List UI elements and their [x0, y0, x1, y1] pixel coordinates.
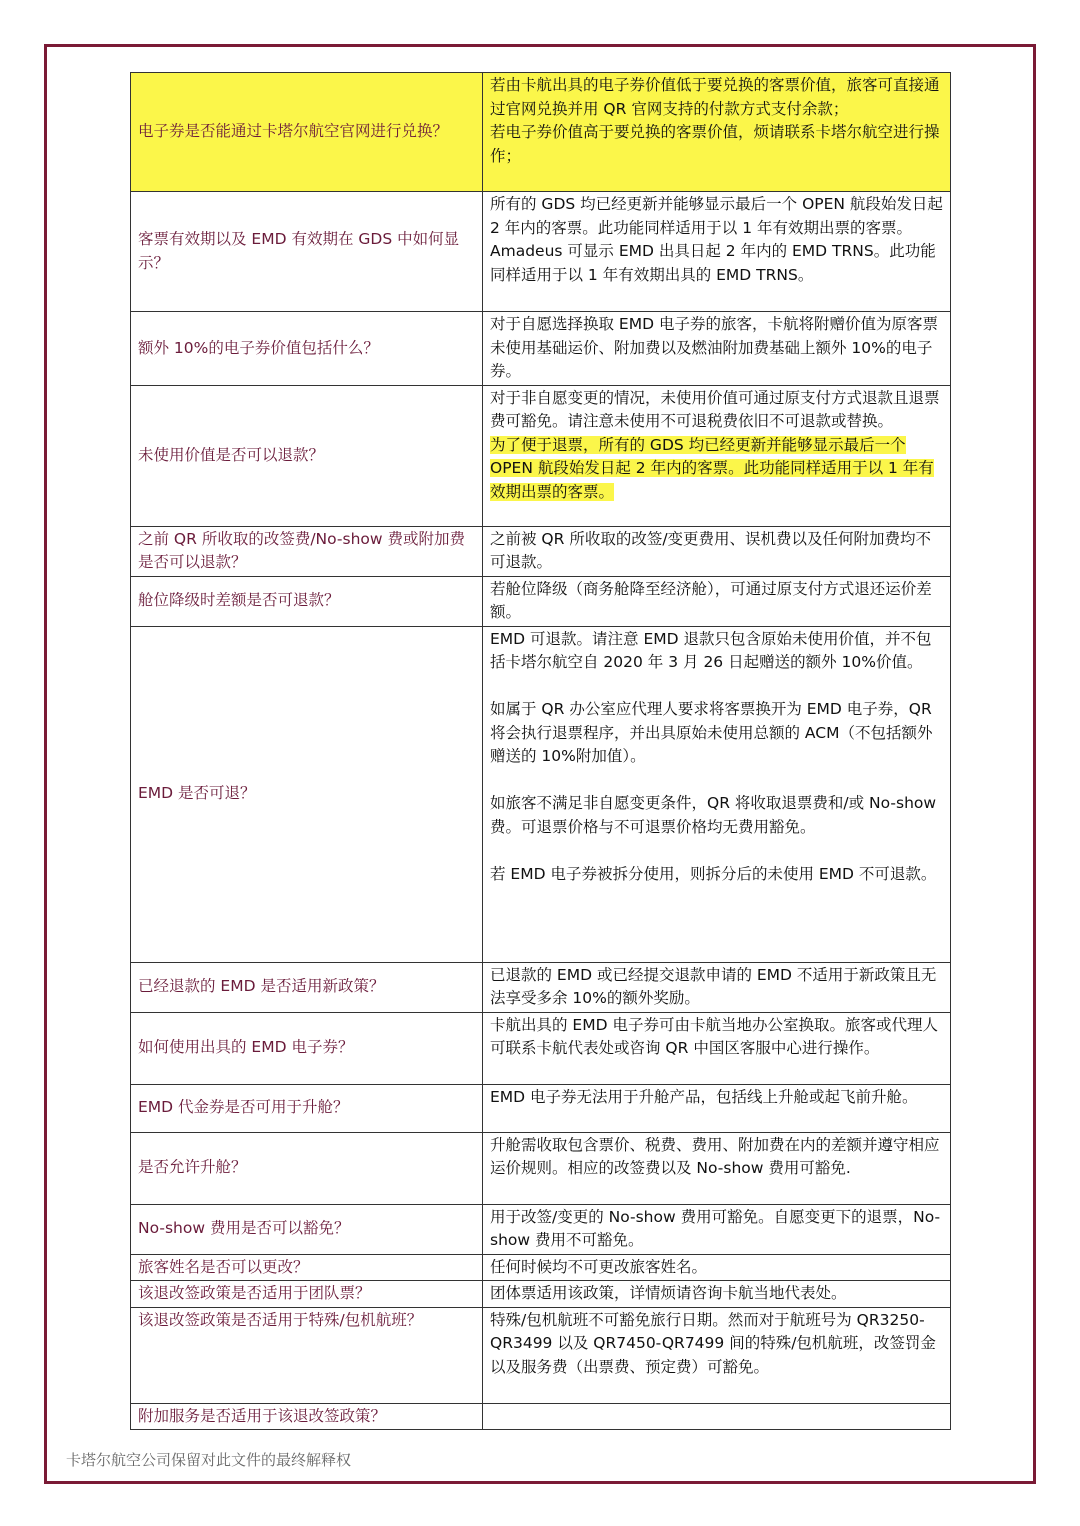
- question-cell: 是否允许升舱？: [131, 1132, 483, 1204]
- question-cell: 如何使用出具的 EMD 电子券？: [131, 1012, 483, 1084]
- answer-cell: [483, 312, 951, 386]
- answer-paragraph: 若 EMD 电子券被拆分使用，则拆分后的未使用 EMD 不可退款。: [490, 864, 937, 883]
- answer-cell: [483, 962, 951, 1012]
- answer-paragraph: 用于改签/变更的 No-show 费用可豁免。自愿变更下的退票，No-show 费用不可豁免。: [490, 1207, 941, 1249]
- answer-paragraph: 对于自愿选择换取 EMD 电子券的旅客，卡航将附赠价值为原客票未使用基础运价、附加费以及燃油附加费基础上额外 10%的电子券。: [490, 315, 938, 380]
- faq-table: [130, 72, 951, 1430]
- question-cell: No-show 费用是否可以豁免？: [131, 1204, 483, 1254]
- answer-cell: [483, 1012, 951, 1084]
- answer-cell: [483, 576, 951, 626]
- answer-paragraph: 如旅客不满足非自愿变更条件，QR 将收取退票费和/或 No-show 费。可退票价格与不可退票价格均无费用豁免。: [490, 794, 937, 836]
- answer-cell: [483, 1132, 951, 1204]
- answer-paragraph: 团体票适用该政策，详情烦请咨询卡航当地代表处。: [490, 1284, 847, 1302]
- answer-paragraph: 若电子券价值高于要兑换的客票价值，烦请联系卡塔尔航空进行操作；: [490, 123, 940, 165]
- question-cell: 之前 QR 所收取的改签费/No-show 费或附加费是否可以退款？: [131, 526, 483, 576]
- answer-paragraph: 任何时候均不可更改旅客姓名。: [490, 1257, 708, 1276]
- answer-cell: [483, 1254, 951, 1281]
- answer-paragraph: 卡航出具的 EMD 电子券可由卡航当地办公室换取。旅客或代理人可联系卡航代表处或咨询 QR 中国区客服中心进行操作。: [490, 1015, 938, 1057]
- answer-paragraph: 若舱位降级（商务舱降至经济舱），可通过原支付方式退还运价差额。: [490, 579, 932, 621]
- table-row: [131, 962, 951, 1012]
- answer-cell: [483, 73, 951, 192]
- table-row: [131, 1012, 951, 1084]
- table-row: [131, 1204, 951, 1254]
- table-row: [131, 576, 951, 626]
- question-cell: 已经退款的 EMD 是否适用新政策？: [131, 962, 483, 1012]
- question-cell: 电子券是否能通过卡塔尔航空官网进行兑换？: [131, 73, 483, 192]
- table-row: [131, 73, 951, 192]
- question-cell: 舱位降级时差额是否可退款？: [131, 576, 483, 626]
- table-row: [131, 626, 951, 962]
- answer-paragraph: 所有的 GDS 均已经更新并能够显示最后一个 OPEN 航段始发日起 2 年内的客票。此功能同样适用于以 1 年有效期出票的客票。: [490, 195, 943, 237]
- answer-paragraph: EMD 可退款。请注意 EMD 退款只包含原始未使用价值，并不包括卡塔尔航空自 2020 年 3 月 26 日起赠送的额外 10%价值。: [490, 629, 932, 671]
- question-cell: EMD 代金券是否可用于升舱？: [131, 1084, 483, 1132]
- highlighted-text: 为了便于退票，所有的 GDS 均已经更新并能够显示最后一个 OPEN 航段始发日起 2 年内的客票。此功能同样适用于以 1 年有效期出票的客票。: [490, 435, 934, 501]
- answer-paragraph: Amadeus 可显示 EMD 出具日起 2 年内的 EMD TRNS。此功能同样适用于以 1 年有效期出具的 EMD TRNS。: [490, 242, 936, 284]
- answer-paragraph: 对于非自愿变更的情况，未使用价值可通过原支付方式退款且退票费可豁免。请注意未使用不可退税费依旧不可退款或替换。: [490, 388, 940, 430]
- answer-paragraph: 特殊/包机航班不可豁免旅行日期。然而对于航班号为 QR3250-QR3499 以及 QR7450-QR7499 间的特殊/包机航班，改签罚金以及服务费（出票费、预定费）可豁免。: [490, 1310, 936, 1376]
- question-cell: 附加服务是否适用于该退改签政策？: [131, 1403, 483, 1430]
- answer-paragraph: EMD 电子券无法用于升舱产品，包括线上升舱或起飞前升舱。: [490, 1087, 918, 1106]
- answer-cell: [483, 1403, 951, 1430]
- answer-paragraph: 已退款的 EMD 或已经提交退款申请的 EMD 不适用于新政策且无法享受多余 10%的额外奖励。: [490, 965, 937, 1007]
- table-row: [131, 385, 951, 526]
- answer-cell: [483, 192, 951, 312]
- answer-paragraph: 若由卡航出具的电子券价值低于要兑换的客票价值，旅客可直接通过官网兑换并用 QR 官网支持的付款方式支付余款；: [490, 76, 940, 118]
- answer-cell: [483, 1307, 951, 1403]
- table-row: [131, 192, 951, 312]
- question-cell: 旅客姓名是否可以更改？: [131, 1254, 483, 1281]
- question-cell: 该退改签政策是否适用于特殊/包机航班？: [131, 1307, 483, 1403]
- table-row: [131, 1281, 951, 1308]
- answer-cell: [483, 626, 951, 962]
- answer-paragraph: 如属于 QR 办公室应代理人要求将客票换开为 EMD 电子券，QR 将会执行退票程序，并出具原始未使用总额的 ACM（不包括额外赠送的 10%附加值）。: [490, 700, 933, 765]
- answer-paragraph-highlighted: [490, 434, 943, 505]
- answer-cell: [483, 385, 951, 526]
- footer-disclaimer: 卡塔尔航空公司保留对此文件的最终解释权: [66, 1451, 352, 1469]
- question-cell: 客票有效期以及 EMD 有效期在 GDS 中如何显示？: [131, 192, 483, 312]
- answer-cell: [483, 1281, 951, 1308]
- answer-cell: [483, 1204, 951, 1254]
- question-cell: 该退改签政策是否适用于团队票？: [131, 1281, 483, 1308]
- answer-paragraph: 升舱需收取包含票价、税费、费用、附加费在内的差额并遵守相应运价规则。相应的改签费以及 No-show 费用可豁免.: [490, 1135, 940, 1177]
- question-cell: EMD 是否可退？: [131, 626, 483, 962]
- table-row: [131, 526, 951, 576]
- question-cell: 额外 10%的电子券价值包括什么？: [131, 312, 483, 386]
- table-row: [131, 1254, 951, 1281]
- table-row: [131, 312, 951, 386]
- question-cell: 未使用价值是否可以退款？: [131, 385, 483, 526]
- table-row: [131, 1132, 951, 1204]
- table-row: [131, 1084, 951, 1132]
- answer-cell: [483, 526, 951, 576]
- answer-paragraph: 之前被 QR 所收取的改签/变更费用、误机费以及任何附加费均不可退款。: [490, 529, 932, 571]
- table-row: [131, 1307, 951, 1403]
- table-row: [131, 1403, 951, 1430]
- answer-cell: [483, 1084, 951, 1132]
